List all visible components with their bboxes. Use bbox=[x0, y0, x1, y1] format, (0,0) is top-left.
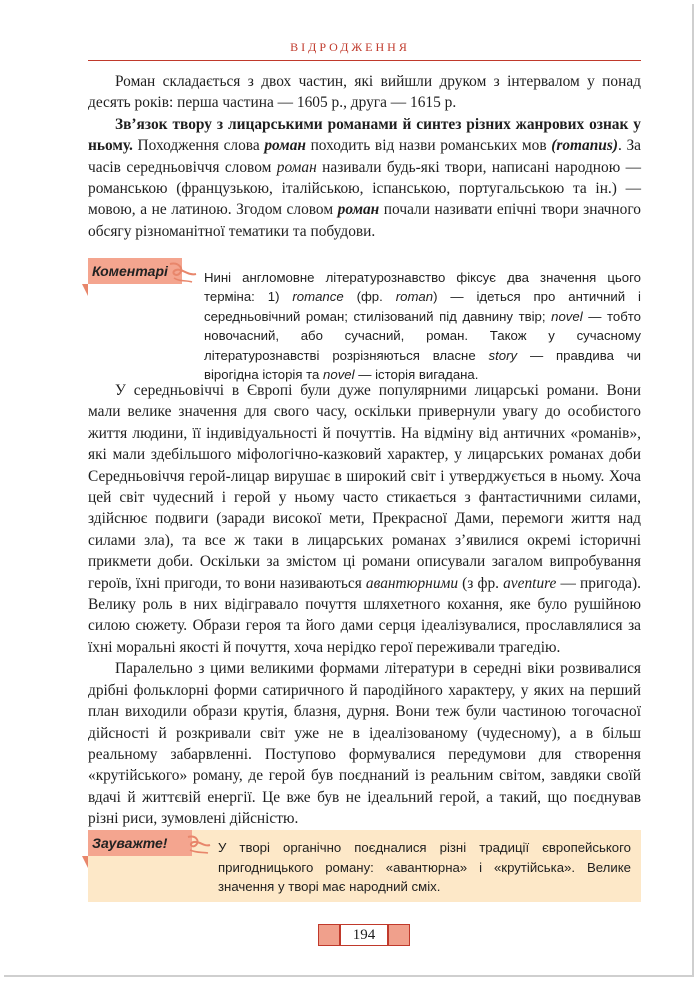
text-run: (з фр. bbox=[458, 574, 504, 592]
emphasized-term: story bbox=[488, 347, 518, 363]
text-run: — правдива чи вірогідна історія та bbox=[204, 347, 641, 383]
text-run: — історія вигадана. bbox=[354, 367, 479, 383]
emphasized-term: роман bbox=[337, 201, 380, 219]
note-box bbox=[88, 830, 641, 902]
comment-box bbox=[88, 258, 641, 383]
header-rule bbox=[88, 60, 641, 61]
swirl-ornament-icon bbox=[184, 833, 214, 855]
text-run: — пригода). Велику роль в них відігравало почуття шляхетного кохання, яке було рушійною силою сюжету. Образи героя та його дами серця ідеалізувалися, прославлялися за їхні моральні якості й почуття, хоча нерідко герої переживали трагедію. bbox=[88, 574, 641, 656]
page-number-block bbox=[318, 924, 410, 946]
emphasized-term: aventure bbox=[503, 574, 557, 592]
paragraph-text: Паралельно з цими великими формами літератури в середні віки розвивалися дрібні фольклорні форми сатиричного й пародійного характеру, у яких на перший план виходили образи крутія, блазня, дурня. Вони теж були частиною тогочасної дійсності й розкривали світ уже не в ідеалізованому (чудесному), а в більш реальному забарвленні. Поступово формувалися передумови для створення «крутійського» роману, де герой був поєднаний із реальним світом, завдяки своїй вдачі й життєвій енергії. Це вже був не ідеальний герой, а такий, що поєднував різні риси, зумовлені дійсністю. bbox=[88, 660, 641, 828]
emphasized-term: roman bbox=[395, 289, 434, 305]
text-run: Походження слова bbox=[132, 137, 265, 155]
paragraph bbox=[88, 658, 641, 829]
text-block-top bbox=[88, 71, 641, 242]
emphasized-term: (romanus) bbox=[551, 137, 618, 155]
note-text-content: У творі органічно поєдналися різні традиції європейського пригодницького роману: «авантюрна» і «крутійська». Велике значення у творі має народний сміх. bbox=[218, 840, 631, 895]
text-block-main bbox=[88, 380, 641, 830]
paragraph-text: Роман складається з двох частин, які вийшли друком з інтервалом у понад десять років: перша частина — 1605 р., друга — 1615 р. bbox=[88, 73, 641, 112]
note-label-tag bbox=[88, 830, 192, 856]
text-run: ) — ідеться про античний і середньовічний роман; стилізований під давнину твір; bbox=[204, 289, 641, 324]
note-label: Зауважте! bbox=[92, 835, 168, 851]
emphasized-term: novel bbox=[323, 367, 355, 383]
emphasized-term: авантюрними bbox=[365, 574, 459, 592]
section-heading: Зв’язок твору з лицарськими романами й синтез різних жанрових ознак у ньому. bbox=[88, 115, 641, 155]
text-run: У середньовіччі в Європі були дуже популярними лицарські романи. Вони мали велике значення для свого часу, оскільки привернули увагу до особистого життя людини, її індивідуальності й почуттів. На відміну від античних «романів», які мали здебільшого міфологічно-казковий характер, у лицарських романах доби Середньовіччя герой-лицар вирушає в широкий світ і утверджується в ньому. Хоча цей світ чудесний і герой у ньому часто стикається з фантастичними силами, здійснює подвиги (заради високої мети, Прекрасної Дами, перемоги життя над силами зла), та все ж таки в лицарських романах з’явилися окремі історичні прикмети доби. Оскільки за змістом ці романи описували загалом випробування героїв, їхні пригоди, то вони називаються bbox=[88, 382, 641, 592]
tag-fold bbox=[82, 284, 88, 296]
paragraph bbox=[88, 380, 641, 658]
emphasized-term: novel bbox=[551, 308, 583, 324]
comment-first-line-indent bbox=[88, 268, 641, 384]
text-run: Нині англомовне літературознавство фіксує два значення цього терміна: 1) bbox=[204, 270, 641, 305]
comment-text bbox=[88, 268, 641, 384]
page-number-left-square bbox=[318, 924, 340, 946]
running-title: ВІДРОДЖЕННЯ bbox=[290, 40, 410, 54]
text-run: — тобто новочасний, або сучасний, роман. Також у сучасному літературознавстві розрізняються власне bbox=[204, 308, 641, 363]
text-run: походить від назви романських мов bbox=[305, 137, 552, 155]
paragraph bbox=[88, 114, 641, 242]
swirl-ornament-icon bbox=[166, 260, 202, 284]
emphasized-term: роман bbox=[276, 158, 317, 176]
text-run: . За часів середньовіччя словом bbox=[88, 137, 641, 176]
text-run: почали називати епічні твори значного обсягу різноманітної тематики та побудови. bbox=[88, 201, 641, 240]
emphasized-term: роман bbox=[264, 137, 306, 155]
page-number-right-square bbox=[388, 924, 410, 946]
page-number: 194 bbox=[340, 924, 388, 946]
comment-label: Коментарі bbox=[92, 263, 168, 279]
text-run: називали будь-які твори, написані народною — романською (французькою, італійською, іспанською, португальською та ін.) — мовою, а не латиною. Згодом словом bbox=[88, 158, 642, 219]
text-run: (фр. bbox=[343, 289, 396, 305]
paragraph bbox=[88, 71, 641, 114]
emphasized-term: romance bbox=[292, 289, 344, 305]
tag-fold bbox=[82, 856, 88, 868]
